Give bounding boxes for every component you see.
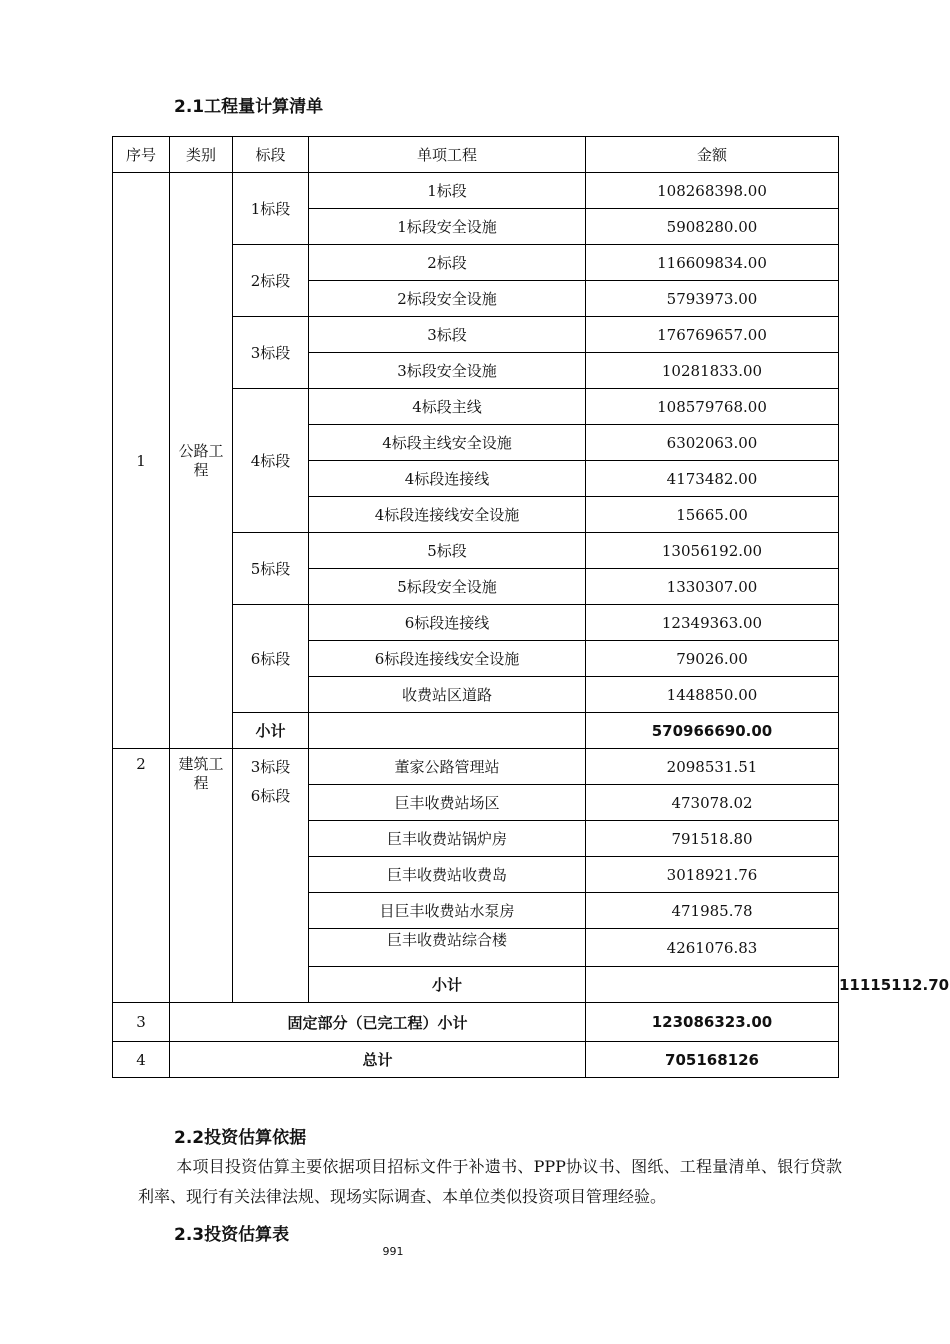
item-amount: 4173482.00 [586,461,839,497]
row-no: 3 [113,1003,170,1042]
row-section: 3标段 [233,317,309,389]
item-name: 4标段连接线安全设施 [309,497,586,533]
category-label: 公路工程 [178,441,224,479]
item-name: 1标段安全设施 [309,209,586,245]
row-no: 2 [113,749,170,1003]
item-name: 4标段连接线 [309,461,586,497]
item-name: 5标段 [309,533,586,569]
item-amount: 791518.80 [586,821,839,857]
row-section: 5标段 [233,533,309,605]
row-section: 1标段 [233,173,309,245]
item-amount: 15665.00 [586,497,839,533]
item-name: 巨丰收费站综合楼 [309,929,586,967]
subtotal-empty [309,713,586,749]
item-name: 6标段连接线安全设施 [309,641,586,677]
header-amount: 金额 [586,137,839,173]
header-category: 类别 [170,137,233,173]
item-name: 巨丰收费站场区 [309,785,586,821]
fixed-subtotal-amount: 123086323.00 [586,1003,839,1042]
subtotal-row: 小计 11115112.70 [113,967,839,1003]
row-section: 2标段 [233,245,309,317]
item-amount: 10281833.00 [586,353,839,389]
item-amount: 6302063.00 [586,425,839,461]
total-row [113,1042,839,1078]
item-name: 董家公路管理站 [309,749,586,785]
section-heading-2-3: 2.3投资估算表 [174,1225,290,1245]
header-section: 标段 [233,137,309,173]
item-name: 4标段主线 [309,389,586,425]
item-name: 巨丰收费站收费岛 [309,857,586,893]
item-name: 巨丰收费站锅炉房 [309,821,586,857]
row-section: 3标段 [233,749,309,785]
item-name: 5标段安全设施 [309,569,586,605]
row-no: 1 [113,173,170,749]
item-amount: 1448850.00 [586,677,839,713]
item-name: 3标段安全设施 [309,353,586,389]
item-amount: 3018921.76 [586,857,839,893]
item-amount: 116609834.00 [586,245,839,281]
table-row [113,749,839,785]
row-no: 4 [113,1042,170,1078]
item-amount: 1330307.00 [586,569,839,605]
item-name: 2标段 [309,245,586,281]
subtotal-label: 小计 [309,967,586,1003]
item-name: 目巨丰收费站水泵房 [309,893,586,929]
total-label: 总计 [170,1042,586,1078]
item-amount: 108579768.00 [586,389,839,425]
item-amount: 473078.02 [586,785,839,821]
header-no: 序号 [113,137,170,173]
page-number: 991 [382,1245,404,1258]
item-name: 1标段 [309,173,586,209]
item-name: 收费站区道路 [309,677,586,713]
item-name: 2标段安全设施 [309,281,586,317]
header-item: 单项工程 [309,137,586,173]
item-name: 6标段连接线 [309,605,586,641]
row-section: 4标段 [233,389,309,533]
item-amount: 471985.78 [586,893,839,929]
item-amount: 2098531.51 [586,749,839,785]
subtotal-empty [586,967,839,1003]
item-amount: 176769657.00 [586,317,839,353]
table-row [113,1003,839,1042]
item-amount: 4261076.83 [586,929,839,967]
quantity-table [112,136,950,1078]
item-amount: 5908280.00 [586,209,839,245]
section-heading-2-1: 2.1工程量计算清单 [174,97,324,117]
item-amount: 108268398.00 [586,173,839,209]
item-name: 3标段 [309,317,586,353]
table-row [113,173,839,209]
item-name: 4标段主线安全设施 [309,425,586,461]
item-amount: 5793973.00 [586,281,839,317]
total-amount: 705168126 [586,1042,839,1078]
item-amount: 13056192.00 [586,533,839,569]
row-section: 6标段 [233,605,309,713]
basis-paragraph [138,1152,842,1212]
item-amount: 12349363.00 [586,605,839,641]
row-category [170,173,233,749]
subtotal-label: 小计 [233,713,309,749]
subtotal-amount: 570966690.00 [586,713,839,749]
row-category [170,749,233,1003]
table-header-row [113,137,839,173]
item-amount: 79026.00 [586,641,839,677]
fixed-subtotal-label: 固定部分（已完工程）小计 [170,1003,586,1042]
row-section: 6标段 [233,785,309,1003]
category-label: 建筑工程 [178,755,224,792]
section-heading-2-2: 2.2投资估算依据 [174,1128,307,1148]
basis-text: 本项目投资估算主要依据项目招标文件于补遗书、PPP协议书、图纸、工程量清单、银行贷款利率、现行有关法律法规、现场实际调查、本单位类似投资项目管理经验。 [138,1157,842,1206]
